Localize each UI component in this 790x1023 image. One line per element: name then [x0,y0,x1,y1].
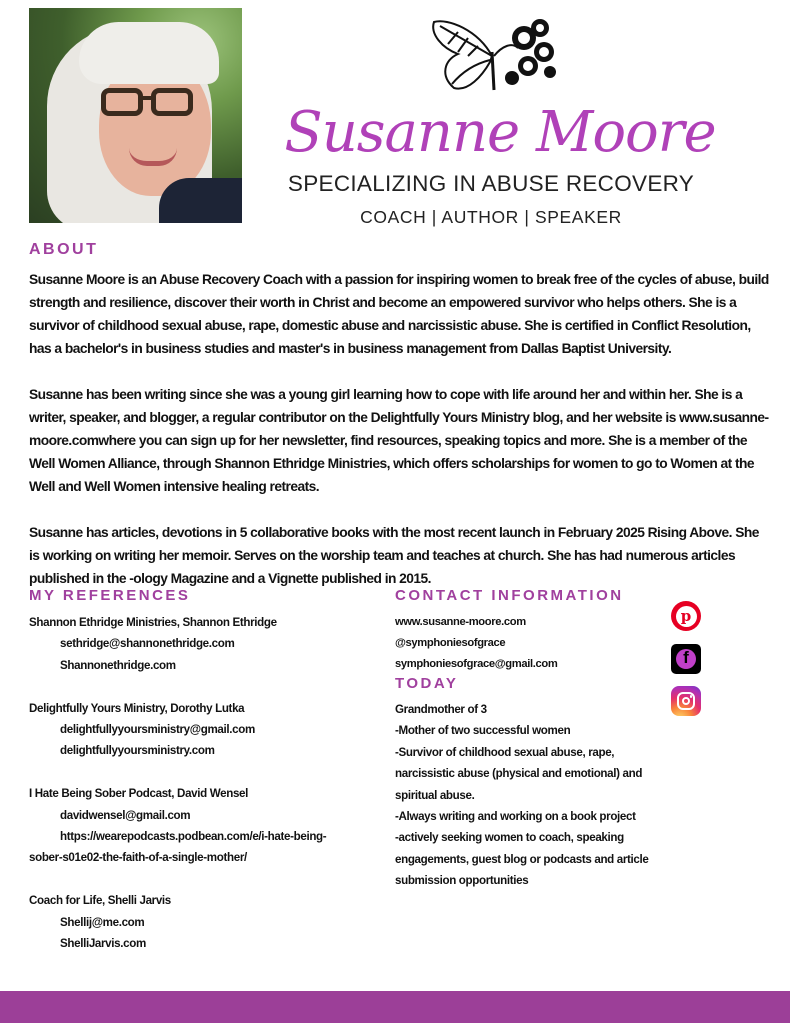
contact-handle[interactable]: @symphoniesofgrace [395,637,506,649]
today-line: -actively seeking women to coach, speaking [395,831,624,845]
contact-email[interactable]: symphoniesofgrace@gmail.com [395,658,558,670]
contact-info [395,612,665,675]
butterfly-logo-icon [428,12,560,98]
reference-website[interactable]: Shannonethridge.com [60,658,176,672]
today-line: submission opportunities [395,874,529,888]
instagram-icon[interactable] [671,686,701,716]
reference-name: Delightfully Yours Ministry, Dorothy Lutka [29,701,245,715]
reference-item [29,783,389,869]
reference-link[interactable]: https://wearepodcasts.podbean.com/e/i-hate-being- [60,830,327,844]
facebook-icon[interactable] [671,644,701,674]
today-line: Grandmother of 3 [395,703,487,716]
today-line: engagements, guest blog or podcasts and article [395,852,649,866]
contact-website[interactable]: www.susanne-moore.com [395,616,526,628]
reference-item [29,890,389,954]
pinterest-icon[interactable] [671,601,701,631]
pinterest-glyph: p [676,606,697,627]
reference-email[interactable]: davidwensel@gmail.com [60,808,191,822]
profile-photo [29,8,242,223]
facebook-glyph: f [676,649,696,669]
about-paragraph: Susanne has articles, devotions in 5 collaborative books with the most recent launch in February 2025 Rising Above. She is working on writing her memoir. Serves on the worship team and teaches at church. She has had numerous articles published in the -ology Magazine and a Vignette published in 2015. [29,525,759,586]
reference-email[interactable]: sethridge@shannonethridge.com [60,637,235,651]
about-paragraph: Susanne has been writing since she was a young girl learning how to cope with life around her and within her. She is a writer, speaker, and blogger, a regular contributor on the Delightfully Yours Ministry blog, and her website is www.susanne-moore.comwhere you can sign up for her newsletter, find resources, speaking topics and more. She is a member of the Well Women Alliance, through Shannon Ethridge Ministries, which offers scholarships for women to go to Women at the Well and Well Women intensive healing retreats. [29,387,769,494]
reference-website[interactable]: ShelliJarvis.com [60,937,146,951]
tagline: SPECIALIZING IN ABUSE RECOVERY [287,171,695,196]
contact-heading: CONTACT INFORMATION [395,587,624,604]
reference-email[interactable]: delightfullyyoursministry@gmail.com [60,723,255,737]
reference-website[interactable]: delightfullyyoursministry.com [60,744,215,758]
today-line: -Survivor of childhood sexual abuse, rape, [395,745,615,759]
today-list [395,699,685,892]
reference-name: I Hate Being Sober Podcast, David Wensel [29,787,249,801]
reference-email[interactable]: Shellij@me.com [60,915,145,929]
reference-link-continued[interactable]: sober-s01e02-the-faith-of-a-single-mother/ [29,851,247,865]
about-section [29,268,769,613]
about-heading: ABOUT [29,241,99,258]
today-line: -Mother of two successful women [395,724,571,738]
roles-line: COACH | AUTHOR | SPEAKER [360,207,622,227]
about-paragraph: Susanne Moore is an Abuse Recovery Coach with a passion for inspiring women to break free of the cycles of abuse, build strength and resilience, discover their worth in Christ and become an empowered survivor who helps others. She is a survivor of childhood sexual abuse, rape, domestic abuse and narcissistic abuse. She is certified in Conflict Resolution, has a bachelor's in business studies and master's in business management from Dallas Baptist University. [29,272,769,356]
reference-name: Coach for Life, Shelli Jarvis [29,894,171,908]
reference-item [29,612,389,676]
today-heading: TODAY [395,675,459,692]
today-line: spiritual abuse. [395,788,475,802]
today-line: -Always writing and working on a book project [395,810,636,824]
signature-name: Susanne Moore [284,100,716,165]
references-heading: MY REFERENCES [29,587,191,604]
reference-name: Shannon Ethridge Ministries, Shannon Ethridge [29,616,277,629]
references-list [29,612,389,976]
today-line: narcissistic abuse (physical and emotional) and [395,767,643,781]
reference-item [29,698,389,762]
footer-bar [0,991,790,1023]
